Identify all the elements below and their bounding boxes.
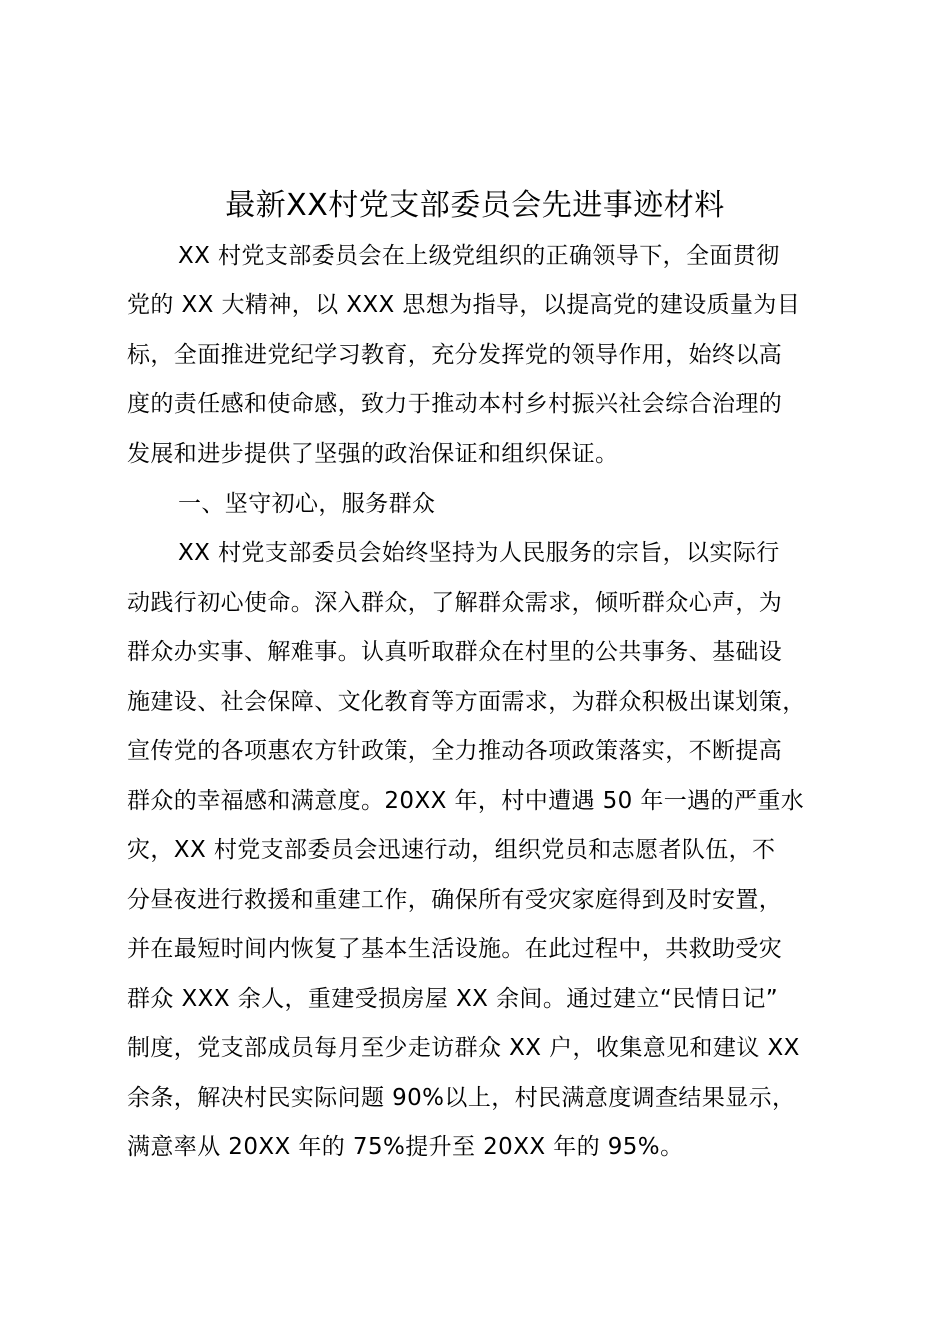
paragraph-body-line-3: 群众办实事、解难事。认真听取群众在村里的公共事务、基础设 <box>127 639 783 665</box>
paragraph-body-line-10: 群众 XXX 余人，重建受损房屋 XX 余间。通过建立“民情日记” <box>127 986 779 1012</box>
paragraph-body-line-13: 满意率从 20XX 年的 75%提升至 20XX 年的 95%。 <box>127 1134 684 1160</box>
paragraph-body-line-1: XX 村党支部委员会始终坚持为人民服务的宗旨，以实际行 <box>178 540 780 566</box>
paragraph-intro-line-5: 发展和进步提供了坚强的政治保证和组织保证。 <box>127 441 619 467</box>
paragraph-body-line-9: 并在最短时间内恢复了基本生活设施。在此过程中，共救助受灾 <box>127 936 783 962</box>
paragraph-body-line-6: 群众的幸福感和满意度。20XX 年，村中遭遇 50 年一遇的严重水 <box>127 788 805 814</box>
paragraph-intro-line-4: 度的责任感和使命感，致力于推动本村乡村振兴社会综合治理的 <box>127 391 783 417</box>
paragraph-intro-line-2: 党的 XX 大精神，以 XXX 思想为指导，以提高党的建设质量为目 <box>127 292 801 318</box>
paragraph-body-line-7: 灾，XX 村党支部委员会迅速行动，组织党员和志愿者队伍，不 <box>127 837 776 863</box>
paragraph-body-line-5: 宣传党的各项惠农方针政策，全力推动各项政策落实，不断提高 <box>127 738 783 764</box>
paragraph-body-line-8: 分昼夜进行救援和重建工作，确保所有受灾家庭得到及时安置， <box>127 887 783 913</box>
paragraph-body-line-2: 动践行初心使命。深入群众，了解群众需求，倾听群众心声，为 <box>127 590 783 616</box>
paragraph-intro-line-1: XX 村党支部委员会在上级党组织的正确领导下，全面贯彻 <box>178 243 780 269</box>
paragraph-body-line-4: 施建设、社会保障、文化教育等方面需求，为群众积极出谋划策， <box>127 689 806 715</box>
paragraph-body-line-11: 制度，党支部成员每月至少走访群众 XX 户，收集意见和建议 XX <box>127 1035 800 1061</box>
document-title: 最新XX村党支部委员会先进事迹材料 <box>225 188 725 223</box>
paragraph-body-line-12: 余条，解决村民实际问题 90%以上，村民满意度调查结果显示， <box>127 1085 796 1111</box>
paragraph-intro-line-3: 标，全面推进党纪学习教育，充分发挥党的领导作用，始终以高 <box>127 342 783 368</box>
section-heading: 一、坚守初心，服务群众 <box>178 491 436 517</box>
